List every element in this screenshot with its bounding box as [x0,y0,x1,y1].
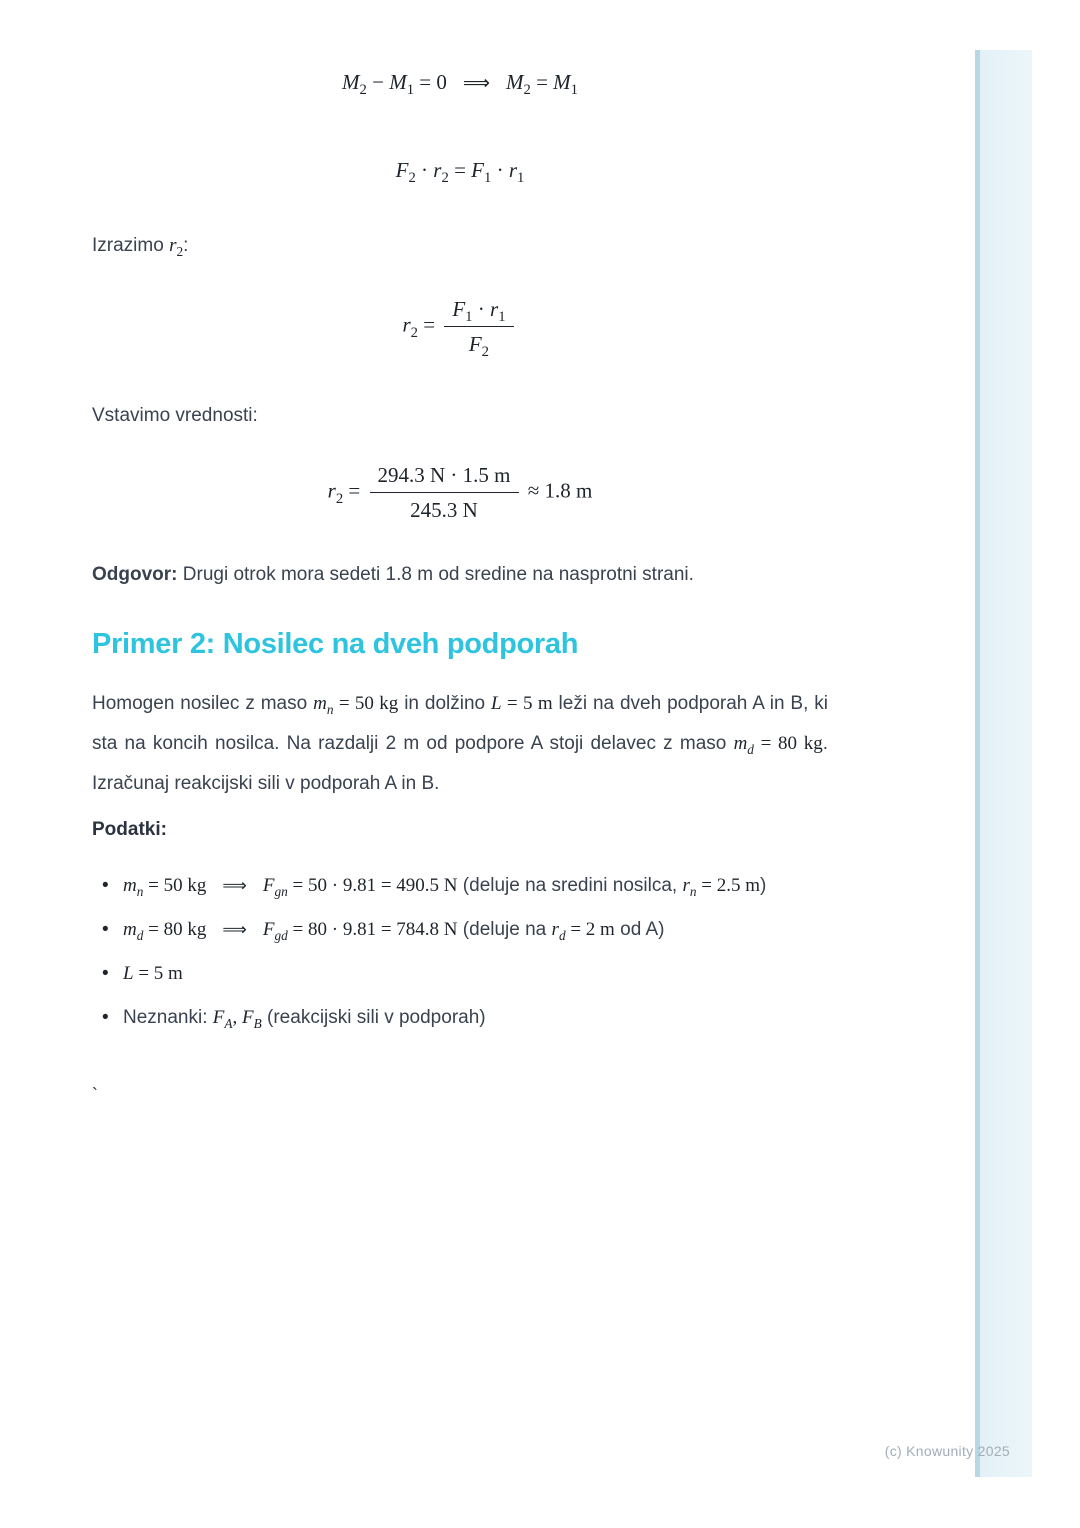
formula-r2-numeric: $r_2$ = $\frac{294.3 N \cdot 1.5 m}{245.3 N}$ ≈ 1.8 m [327,463,593,523]
formula-r2-expression: $r_2$ = $\frac{F_1 \cdot r_1}{F_2}$ [92,296,828,358]
formula-force-balance: $F_2 \cdot r_2 = F_1 \cdot r_1$ [395,158,525,187]
list-item: • Neznanki: $F_A$, $F_B$ (reakcijski sili v podporah) [92,1000,828,1036]
section-intro-paragraph: Homogen nosilec z maso $m_n = 50$ kg in dolžino L = 5 m leži na dveh podporah A in B, ki sta na koncih nosilca. Na razdalji 2 m od podpore A stoji delavec z maso $m_d = 80$ kg. Izračunaj reakcijski sili v podporah A in B. [92,693,828,794]
page-edge-strip [975,50,1032,1477]
list-item: • $m_d = 80$ kg ⟹ $F_{gd} = 80 \cdot 9.81 = 784.8$ N (deluje na $r_d = 2$ m od A) [92,912,828,948]
answer-line: Odgovor: Drugi otrok mora sedeti 1.8 m od sredine na nasprotni strani. [92,564,694,585]
label-substitute-values: Vstavimo vrednosti: [92,405,258,426]
stray-backtick: ` [92,1085,98,1105]
list-item: • $m_n = 50$ kg ⟹ $F_{gn} = 50 \cdot 9.81 = 490.5$ N (deluje na sredini nosilca, $r_n = 2.5$ m) [92,868,828,904]
footer-credit: (c) Knowunity 2025 [884,1443,1010,1459]
formula-torque-balance: $M_2 - M_1 = 0$ ⟹ $M_2 = M_1$ [342,70,578,99]
section-heading: Primer 2: Nosilec na dveh podporah [92,628,579,660]
data-subheading: Podatki: [92,819,167,840]
label-express-r2: Izrazimo $r_2$: [92,235,189,259]
data-bullet-list [92,868,828,1044]
list-item: • L = 5 m [92,956,828,992]
